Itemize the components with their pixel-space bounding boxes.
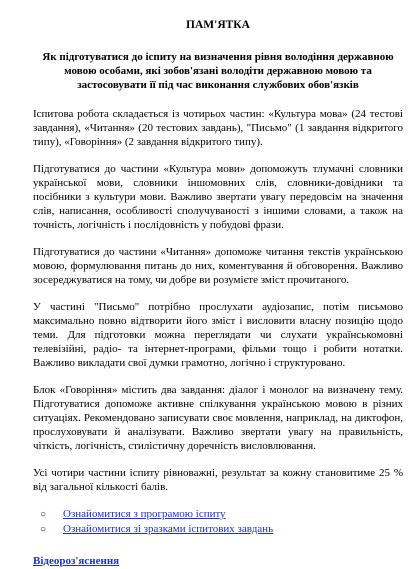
- page-subtitle: Як підготуватися до іспиту на визначення рівня володіння державною мовою особами, які зобов'язані володіти державною мовою та застосовувати її під час виконання службових обов'язків: [42, 51, 394, 91]
- paragraph-exam-structure: Іспитова робота складається із чотирьох частин: «Культура мова» (24 тестові завдання), «Читання» (20 тестових завдань), "Письмо" (1 завдання відкритого типу), «Говоріння» (2 завдання відкритого типу).: [33, 108, 403, 148]
- paragraph-scoring: Усі чотири частини іспиту рівноважні, результат за кожну становитиме 25 % від загальної кількості балів.: [33, 467, 403, 493]
- list-item: [33, 522, 403, 537]
- exam-samples-link[interactable]: Ознайомитися зі зразками іспитових завдань: [63, 523, 274, 535]
- page-title: ПАМ'ЯТКА: [186, 19, 250, 31]
- paragraph-speaking: Блок «Говоріння» містить два завдання: діалог і монолог на визначену тему. Підготуватися допоможе активне спілкування українською мовою в різних ситуаціях. Рекомендовано записувати своє мовлення, наприклад, на диктофон, прослуховувати й аналізувати. Важливо звертати увагу на правильність, чіткість, логічність, стилістичну доречність висловлювання.: [33, 384, 403, 452]
- paragraph-reading: Підготуватися до частини «Читання» допоможе читання текстів українською мовою, формулювання питань до них, коментування й обговорення. Важливо зосереджуватися на тому, чи добре ви розумієте зміст прочитаного.: [33, 246, 403, 286]
- circle-bullet-icon: ○: [40, 524, 47, 535]
- video-explanation-link[interactable]: Відеороз'яснення: [33, 555, 120, 567]
- list-item: [33, 507, 403, 522]
- paragraph-language-culture: Підготуватися до частини «Культура мови» допоможуть тлумачні словники української мови, словники іншомовних слів, словники-довідники та посібники з культури мови. Важливо звертати увагу передовсім на значення слів, написання, особливості сполучуваності з іншими словами, а також на точність, логічність і послідовність у побудові фрази.: [33, 163, 403, 231]
- paragraph-writing: У частині "Письмо" потрібно прослухати аудіозапис, потім письмово максимально повно відтворити його зміст і висловити власну позицію щодо теми. Для підготовки можна переглядати чи слухати українськомовні телевізійні, радіо- та інтернет-програми, фільми тощо і робити нотатки. Важливо викладати свої думки грамотно, логічно і структуровано.: [33, 301, 403, 369]
- links-list: [33, 507, 403, 537]
- exam-program-link[interactable]: Ознайомитися з програмою іспиту: [63, 508, 226, 520]
- circle-bullet-icon: ○: [40, 509, 47, 520]
